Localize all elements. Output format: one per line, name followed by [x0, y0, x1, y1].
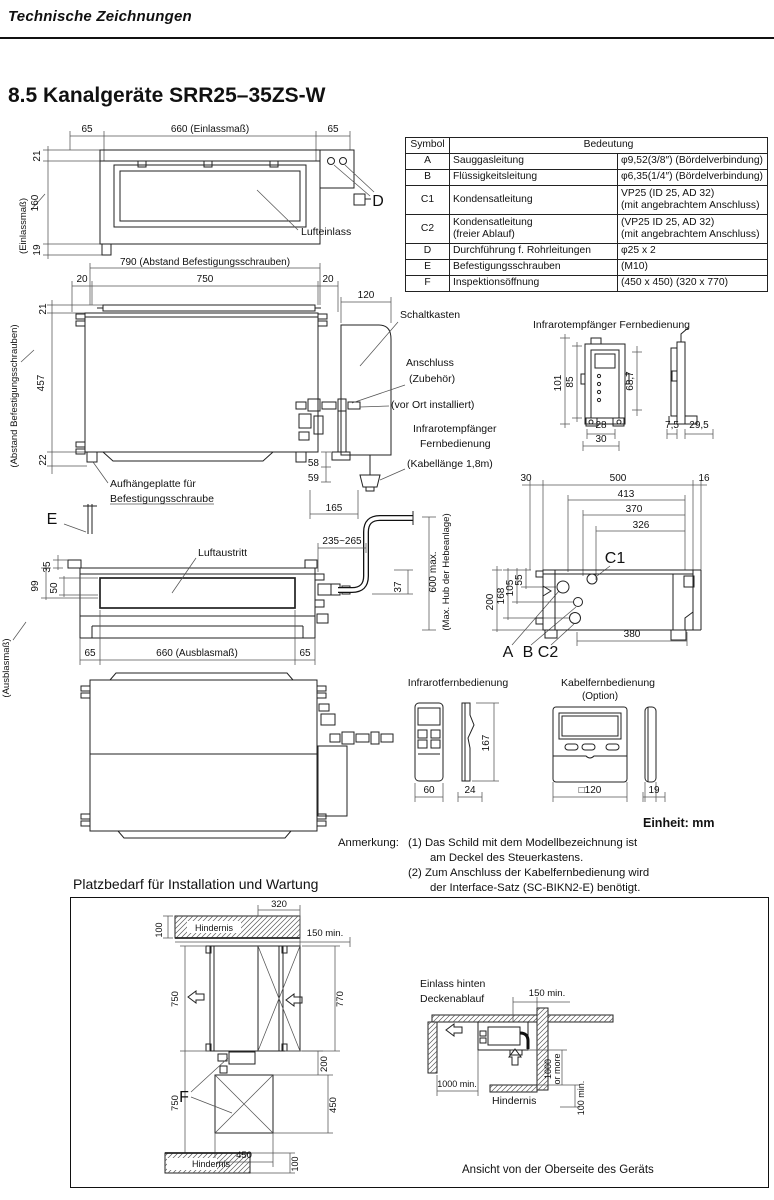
table-row: B Flüssigkeitsleitung φ6,35(1/4″) (Bördelverbindung)	[406, 170, 768, 186]
dim-label: 20	[322, 274, 334, 285]
dim-label: 68,7	[625, 371, 636, 391]
dim-label: 59	[307, 473, 319, 484]
part-label-ir-receiver: Fernbedienung	[420, 438, 491, 450]
dim-label: 168	[496, 587, 507, 605]
page-header: Technische Zeichnungen	[8, 8, 192, 25]
dim-label: 450	[328, 1097, 339, 1113]
dim-label: 30	[595, 434, 607, 445]
dim-label: 1000 min.	[437, 1079, 477, 1089]
dim-label: □120	[578, 785, 602, 796]
dim-label: 19	[32, 244, 43, 256]
remarks-label: Anmerkung:	[338, 837, 399, 849]
axis-label: (Abstand Befestigungsschrauben)	[9, 324, 20, 468]
symbol-f-label: F	[179, 1089, 189, 1106]
drawing-subtitle: (Option)	[581, 691, 619, 702]
part-label-inlet: Einlass hinten	[420, 978, 486, 990]
remarks	[338, 836, 770, 896]
part-label-ir-receiver: Infrarotempfänger	[413, 423, 497, 435]
symbol-a-label: A	[502, 644, 514, 661]
dim-label: 24	[464, 785, 476, 796]
axis-label: (Einlassmaß)	[18, 198, 29, 254]
header-rule	[0, 37, 774, 39]
dim-label: 21	[38, 303, 49, 315]
part-label-connection: Anschluss	[406, 357, 454, 369]
dim-label: 770	[335, 991, 346, 1007]
drawing-title: Infrarotempfänger Fernbedienung	[533, 319, 691, 331]
table-row: C2 Kondensatleitung (freier Ablauf) (VP25 ID 25, AD 32) (mit angebrachtem Anschluss)	[406, 215, 768, 244]
dim-label: 120	[357, 290, 375, 301]
part-label-inlet: Deckenablauf	[420, 993, 485, 1005]
dim-label: 37	[393, 581, 404, 593]
dim-label: 16	[698, 473, 710, 484]
symbol-e-label: E	[46, 511, 58, 528]
dim-label: 7,5	[665, 420, 679, 431]
table-row: F Inspektionsöffnung (450 x 450) (320 x 770)	[406, 276, 768, 292]
obstacle-label: Hindernis	[492, 1095, 537, 1107]
dim-label: 235~265	[322, 536, 362, 547]
dim-label: 165	[325, 503, 343, 514]
dim-label: 160	[30, 194, 41, 212]
dim-label: 660 (Ausblasmaß)	[156, 648, 238, 659]
remotes-drawing	[338, 670, 774, 832]
dim-label: 101	[553, 374, 564, 392]
dim-label: 22	[38, 454, 49, 466]
dim-label: 1000	[543, 1058, 553, 1080]
dim-label: 29,5	[689, 420, 709, 431]
dim-label: 65	[327, 124, 339, 135]
dim-label: 65	[299, 648, 311, 659]
linework	[560, 328, 713, 451]
part-label-air-inlet: Lufteinlass	[301, 226, 352, 238]
part-label-connection: (vor Ort installiert)	[391, 399, 475, 411]
dim-label: 60	[423, 785, 435, 796]
symbol-b-label: B	[522, 644, 534, 661]
dim-label: (Max. Hub der Hebeanlage)	[441, 513, 452, 631]
col-symbol: Symbol	[406, 138, 450, 154]
dim-label: 380	[623, 629, 641, 640]
part-label-air-outlet: Luftaustritt	[198, 547, 248, 559]
dim-label: 450	[236, 1150, 252, 1161]
linework	[13, 504, 413, 665]
linework	[31, 131, 374, 259]
remark-line: am Deckel des Steuerkastens.	[430, 852, 584, 864]
table-row: C1 Kondensatleitung VP25 (ID 25, AD 32) (mit angebrachtem Anschluss)	[406, 186, 768, 215]
linework	[163, 905, 350, 1173]
clearance-caption: Ansicht von der Oberseite des Geräts	[462, 1164, 654, 1176]
dim-label: 167	[481, 734, 492, 752]
dim-label: 660 (Einlassmaß)	[170, 124, 250, 135]
symbol-c1-label: C1	[604, 550, 626, 567]
dim-label: 600 max.	[428, 551, 439, 593]
dim-label: 35	[42, 561, 53, 573]
dim-label: 200	[319, 1056, 330, 1072]
dim-label: 320	[271, 899, 287, 910]
dim-label: 150 min.	[528, 988, 566, 999]
dim-label: 100 min.	[576, 1080, 586, 1116]
dim-label: 21	[32, 150, 43, 162]
dim-label: 30	[520, 473, 532, 484]
dim-label: 28	[595, 420, 607, 431]
dim-label: 58	[307, 458, 319, 469]
dim-label: 500	[609, 473, 627, 484]
unit-note: Einheit: mm	[643, 816, 715, 830]
dim-label: 99	[30, 580, 41, 592]
dim-label: 150 min.	[306, 928, 344, 939]
dim-label: or more	[552, 1053, 562, 1085]
side-view-drawing	[420, 460, 774, 684]
dim-label: 413	[617, 489, 635, 500]
table-row: A Sauggasleitung φ9,52(3/8″) (Bördelverbindung)	[406, 154, 768, 170]
clearance-title: Platzbedarf für Installation und Wartung	[73, 876, 319, 892]
dim-label: 326	[632, 520, 650, 531]
dim-label: 200	[485, 593, 496, 611]
dim-label: 65	[84, 648, 96, 659]
dim-label: 100	[290, 1156, 300, 1172]
table-header-row	[406, 138, 768, 154]
clearance-side-drawing	[410, 945, 720, 1133]
table-row: E Befestigungsschrauben (M10)	[406, 260, 768, 276]
table-row: D Durchführung f. Rohrleitungen φ25 x 2	[406, 244, 768, 260]
ir-receiver-drawing	[525, 316, 774, 450]
dim-label: 750	[196, 274, 214, 285]
dim-label: 100	[154, 922, 164, 938]
hatch-fill	[490, 1085, 537, 1092]
symbol-d-label: D	[372, 193, 384, 210]
part-label-hanger-plate: Aufhängeplatte für	[110, 478, 196, 490]
obstacle-label: Hindernis	[192, 1159, 231, 1169]
dim-label: 55	[514, 574, 525, 586]
part-label-connection: (Zubehör)	[409, 373, 456, 385]
col-meaning: Bedeutung	[450, 138, 768, 154]
linework	[415, 703, 665, 802]
dim-label: 105	[505, 579, 516, 597]
dim-label: 19	[648, 785, 660, 796]
symbol-c2-label: C2	[537, 644, 559, 661]
hatch-fill	[428, 1022, 437, 1073]
section-title: 8.5 Kanalgeräte SRR25–35ZS-W	[8, 84, 326, 107]
dim-label: 20	[76, 274, 88, 285]
dim-label: 457	[36, 374, 47, 392]
dim-label: 750	[170, 1095, 181, 1111]
linework	[21, 263, 405, 519]
part-label-hanger-plate: Befestigungsschraube	[110, 493, 214, 505]
dim-label: 50	[49, 582, 60, 594]
clearance-top-drawing	[80, 900, 426, 1186]
obstacle-label: Hindernis	[194, 923, 234, 933]
dim-label: 750	[170, 991, 181, 1007]
hatch-fill	[432, 1015, 537, 1022]
drawing-title: Infrarotfernbedienung	[407, 677, 509, 689]
dim-label: 790 (Abstand Befestigungsschrauben)	[119, 257, 291, 268]
part-label-ir-receiver: (Kabellänge 1,8m)	[407, 458, 493, 470]
remark-line: (2) Zum Anschluss der Kabelfernbedienung wird	[408, 867, 650, 879]
remark-line: der Interface-Satz (SC-BIKN2-E) benötigt.	[430, 882, 641, 894]
part-label-switchbox: Schaltkasten	[400, 309, 461, 321]
dim-label: 65	[81, 124, 93, 135]
remark-line: (1) Das Schild mit dem Modellbezeichnung ist	[408, 837, 638, 849]
axis-label: (Ausblasmaß)	[1, 638, 12, 698]
linework	[422, 480, 707, 646]
hatch-fill	[548, 1015, 613, 1022]
dim-label: 85	[565, 376, 576, 388]
dim-label: 370	[625, 504, 643, 515]
drawing-title: Kabelfernbedienung	[561, 677, 655, 689]
top-view-drawing	[18, 120, 410, 270]
